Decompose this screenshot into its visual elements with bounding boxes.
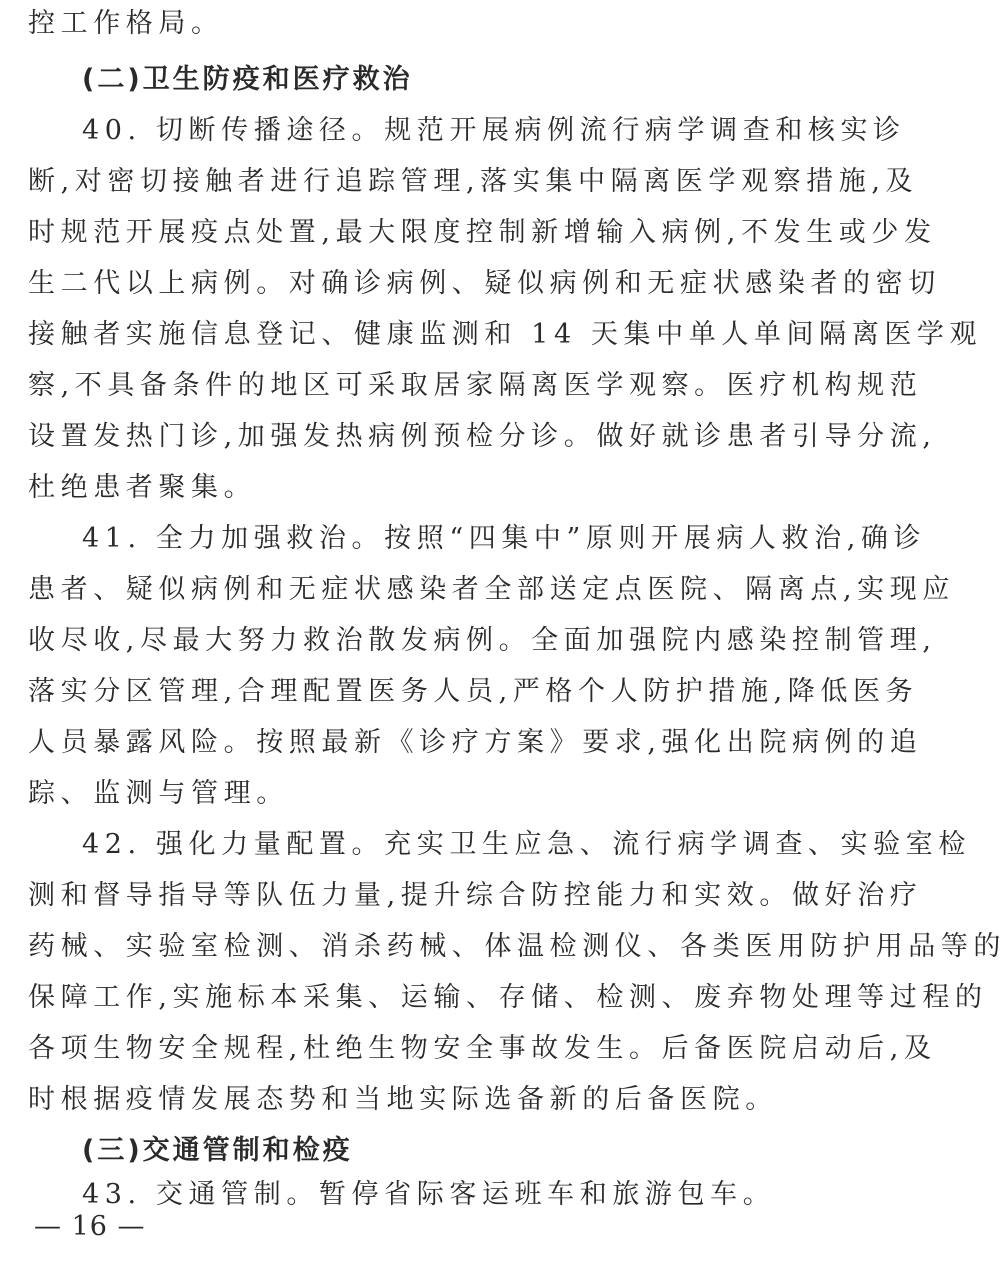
text-line: 41. 全力加强救治。按照“四集中”原则开展病人救治,确诊 [82,523,927,554]
text-line: 42. 强化力量配置。充实卫生应急、流行病学调查、实验室检 [82,829,971,860]
text-line: 接触者实施信息登记、健康监测和 14 天集中单人单间隔离医学观 [28,319,983,350]
text-line: 断,对密切接触者进行追踪管理,落实集中隔离医学观察措施,及 [28,166,919,197]
text-line: 各项生物安全规程,杜绝生物安全事故发生。后备医院启动后,及 [28,1033,937,1064]
text-line: 人员暴露风险。按照最新《诊疗方案》要求,强化出院病例的追 [28,727,923,758]
text-line: 测和督导指导等队伍力量,提升综合防控能力和实效。做好治疗 [28,880,923,911]
text-line: 保障工作,实施标本采集、运输、存储、检测、废弃物处理等过程的 [28,982,988,1013]
text-line: 杜绝患者聚集。 [28,472,257,503]
text-line: 生二代以上病例。对确诊病例、疑似病例和无症状感染者的密切 [28,268,941,299]
section-heading: (二)卫生防疫和医疗救治 [82,64,413,95]
text-line: 设置发热门诊,加强发热病例预检分诊。做好就诊患者引导分流, [28,421,937,452]
text-line: 收尽收,尽最大努力救治散发病例。全面加强院内感染控制管理, [28,625,937,656]
text-line: 时规范开展疫点处置,最大限度控制新增输入病例,不发生或少发 [28,217,937,248]
text-line: 察,不具备条件的地区可采取居家隔离医学观察。医疗机构规范 [28,370,923,401]
text-line: 踪、监测与管理。 [28,778,289,809]
text-line: 药械、实验室检测、消杀药械、体温检测仪、各类医用防护用品等的 [28,931,1006,962]
text-line: 时根据疫情发展态势和当地实际选备新的后备医院。 [28,1084,778,1115]
text-line: 控工作格局。 [28,8,224,39]
text-line: 40. 切断传播途径。规范开展病例流行病学调查和核实诊 [82,115,906,146]
text-line: 落实分区管理,合理配置医务人员,严格个人防护措施,降低医务 [28,676,919,707]
page-number: — 16 — [34,1211,146,1242]
text-line: 患者、疑似病例和无症状感染者全部送定点医院、隔离点,实现应 [28,574,955,605]
section-heading: (三)交通管制和检疫 [82,1135,353,1166]
text-line: 43. 交通管制。暂停省际客运班车和旅游包车。 [82,1179,776,1210]
